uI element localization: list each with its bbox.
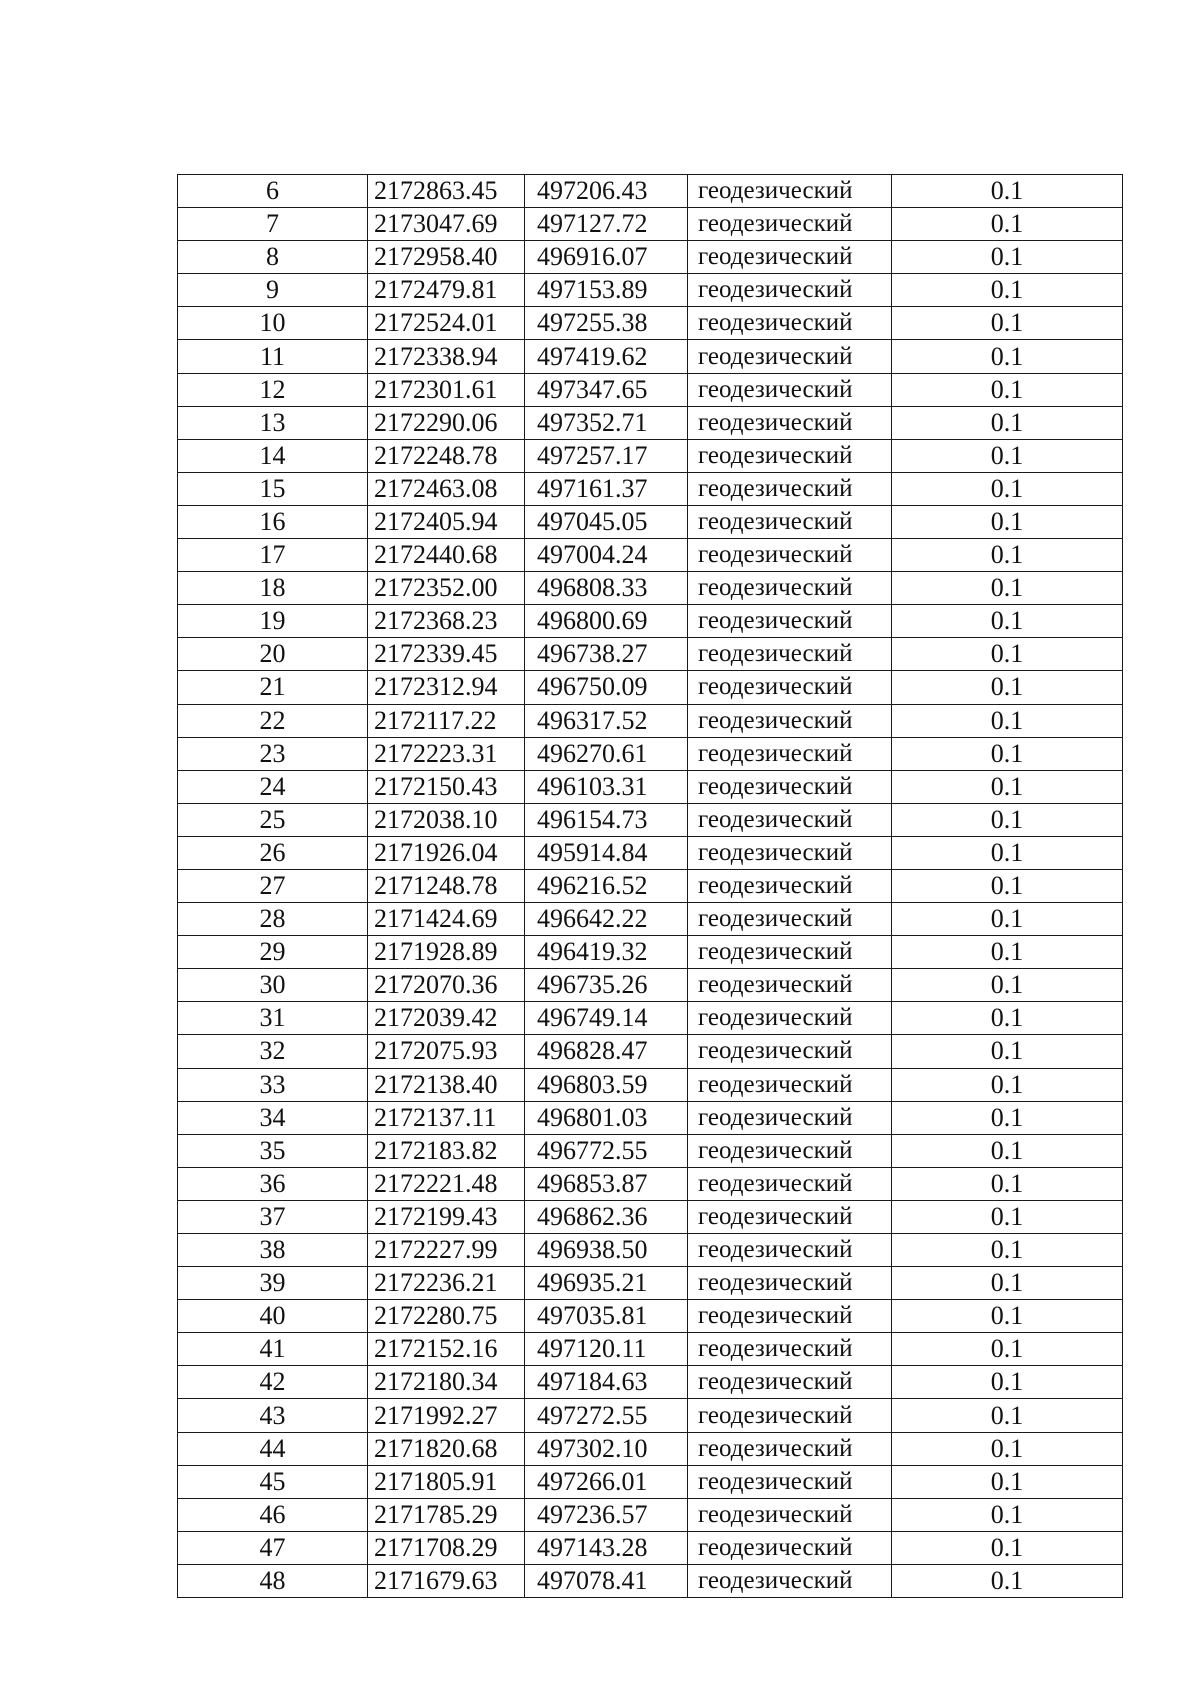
method-cell: геодезический bbox=[688, 638, 892, 671]
y-coordinate-cell: 497153.89 bbox=[525, 274, 688, 307]
point-number-cell: 30 bbox=[178, 969, 368, 1002]
accuracy-cell: 0.1 bbox=[892, 1300, 1123, 1333]
table-row bbox=[178, 803, 1123, 836]
y-coordinate-cell: 497266.01 bbox=[525, 1465, 688, 1498]
accuracy-cell: 0.1 bbox=[892, 1002, 1123, 1035]
accuracy-cell: 0.1 bbox=[892, 869, 1123, 902]
method-cell: геодезический bbox=[688, 1399, 892, 1432]
method-cell: геодезический bbox=[688, 1267, 892, 1300]
x-coordinate-cell: 2172138.40 bbox=[368, 1068, 525, 1101]
method-cell: геодезический bbox=[688, 1002, 892, 1035]
x-coordinate-cell: 2172199.43 bbox=[368, 1200, 525, 1233]
table-row bbox=[178, 770, 1123, 803]
method-cell: геодезический bbox=[688, 175, 892, 208]
table-row bbox=[178, 307, 1123, 340]
x-coordinate-cell: 2172117.22 bbox=[368, 704, 525, 737]
table-row bbox=[178, 1465, 1123, 1498]
point-number-cell: 40 bbox=[178, 1300, 368, 1333]
y-coordinate-cell: 496270.61 bbox=[525, 737, 688, 770]
accuracy-cell: 0.1 bbox=[892, 737, 1123, 770]
point-number-cell: 26 bbox=[178, 836, 368, 869]
method-cell: геодезический bbox=[688, 869, 892, 902]
method-cell: геодезический bbox=[688, 572, 892, 605]
point-number-cell: 41 bbox=[178, 1333, 368, 1366]
point-number-cell: 44 bbox=[178, 1432, 368, 1465]
x-coordinate-cell: 2172152.16 bbox=[368, 1333, 525, 1366]
accuracy-cell: 0.1 bbox=[892, 241, 1123, 274]
table-row bbox=[178, 936, 1123, 969]
accuracy-cell: 0.1 bbox=[892, 505, 1123, 538]
method-cell: геодезический bbox=[688, 1234, 892, 1267]
table-row bbox=[178, 274, 1123, 307]
y-coordinate-cell: 497184.63 bbox=[525, 1366, 688, 1399]
y-coordinate-cell: 497272.55 bbox=[525, 1399, 688, 1432]
x-coordinate-cell: 2172137.11 bbox=[368, 1101, 525, 1134]
y-coordinate-cell: 497347.65 bbox=[525, 373, 688, 406]
table-row bbox=[178, 472, 1123, 505]
x-coordinate-cell: 2172479.81 bbox=[368, 274, 525, 307]
accuracy-cell: 0.1 bbox=[892, 671, 1123, 704]
y-coordinate-cell: 497206.43 bbox=[525, 175, 688, 208]
table-row bbox=[178, 241, 1123, 274]
y-coordinate-cell: 496801.03 bbox=[525, 1101, 688, 1134]
method-cell: геодезический bbox=[688, 340, 892, 373]
accuracy-cell: 0.1 bbox=[892, 605, 1123, 638]
table-row bbox=[178, 638, 1123, 671]
x-coordinate-cell: 2171992.27 bbox=[368, 1399, 525, 1432]
point-number-cell: 39 bbox=[178, 1267, 368, 1300]
accuracy-cell: 0.1 bbox=[892, 1531, 1123, 1564]
x-coordinate-cell: 2172150.43 bbox=[368, 770, 525, 803]
x-coordinate-cell: 2171785.29 bbox=[368, 1498, 525, 1531]
table-row bbox=[178, 1035, 1123, 1068]
accuracy-cell: 0.1 bbox=[892, 903, 1123, 936]
point-number-cell: 42 bbox=[178, 1366, 368, 1399]
table-row bbox=[178, 1167, 1123, 1200]
method-cell: геодезический bbox=[688, 737, 892, 770]
method-cell: геодезический bbox=[688, 1366, 892, 1399]
y-coordinate-cell: 497257.17 bbox=[525, 439, 688, 472]
x-coordinate-cell: 2172958.40 bbox=[368, 241, 525, 274]
method-cell: геодезический bbox=[688, 969, 892, 1002]
x-coordinate-cell: 2171926.04 bbox=[368, 836, 525, 869]
table-row bbox=[178, 175, 1123, 208]
method-cell: геодезический bbox=[688, 1200, 892, 1233]
x-coordinate-cell: 2172070.36 bbox=[368, 969, 525, 1002]
point-number-cell: 8 bbox=[178, 241, 368, 274]
method-cell: геодезический bbox=[688, 439, 892, 472]
method-cell: геодезический bbox=[688, 936, 892, 969]
x-coordinate-cell: 2172338.94 bbox=[368, 340, 525, 373]
accuracy-cell: 0.1 bbox=[892, 439, 1123, 472]
x-coordinate-cell: 2172440.68 bbox=[368, 539, 525, 572]
x-coordinate-cell: 2172312.94 bbox=[368, 671, 525, 704]
point-number-cell: 22 bbox=[178, 704, 368, 737]
x-coordinate-cell: 2172180.34 bbox=[368, 1366, 525, 1399]
table-row bbox=[178, 969, 1123, 1002]
table-row bbox=[178, 1366, 1123, 1399]
point-number-cell: 16 bbox=[178, 505, 368, 538]
table-row bbox=[178, 1002, 1123, 1035]
accuracy-cell: 0.1 bbox=[892, 1068, 1123, 1101]
point-number-cell: 45 bbox=[178, 1465, 368, 1498]
x-coordinate-cell: 2171248.78 bbox=[368, 869, 525, 902]
accuracy-cell: 0.1 bbox=[892, 373, 1123, 406]
y-coordinate-cell: 496103.31 bbox=[525, 770, 688, 803]
x-coordinate-cell: 2172405.94 bbox=[368, 505, 525, 538]
table-row bbox=[178, 340, 1123, 373]
point-number-cell: 23 bbox=[178, 737, 368, 770]
point-number-cell: 20 bbox=[178, 638, 368, 671]
accuracy-cell: 0.1 bbox=[892, 572, 1123, 605]
x-coordinate-cell: 2171424.69 bbox=[368, 903, 525, 936]
x-coordinate-cell: 2172280.75 bbox=[368, 1300, 525, 1333]
point-number-cell: 10 bbox=[178, 307, 368, 340]
y-coordinate-cell: 496154.73 bbox=[525, 803, 688, 836]
method-cell: геодезический bbox=[688, 1564, 892, 1597]
point-number-cell: 12 bbox=[178, 373, 368, 406]
x-coordinate-cell: 2172038.10 bbox=[368, 803, 525, 836]
method-cell: геодезический bbox=[688, 241, 892, 274]
point-number-cell: 37 bbox=[178, 1200, 368, 1233]
accuracy-cell: 0.1 bbox=[892, 539, 1123, 572]
table-row bbox=[178, 1432, 1123, 1465]
point-number-cell: 21 bbox=[178, 671, 368, 704]
point-number-cell: 35 bbox=[178, 1134, 368, 1167]
table-row bbox=[178, 737, 1123, 770]
table-row bbox=[178, 1134, 1123, 1167]
x-coordinate-cell: 2172339.45 bbox=[368, 638, 525, 671]
y-coordinate-cell: 497004.24 bbox=[525, 539, 688, 572]
table-row bbox=[178, 572, 1123, 605]
point-number-cell: 15 bbox=[178, 472, 368, 505]
y-coordinate-cell: 496735.26 bbox=[525, 969, 688, 1002]
method-cell: геодезический bbox=[688, 307, 892, 340]
table-row bbox=[178, 1267, 1123, 1300]
x-coordinate-cell: 2172227.99 bbox=[368, 1234, 525, 1267]
x-coordinate-cell: 2172863.45 bbox=[368, 175, 525, 208]
point-number-cell: 17 bbox=[178, 539, 368, 572]
x-coordinate-cell: 2171805.91 bbox=[368, 1465, 525, 1498]
accuracy-cell: 0.1 bbox=[892, 1333, 1123, 1366]
accuracy-cell: 0.1 bbox=[892, 1167, 1123, 1200]
point-number-cell: 48 bbox=[178, 1564, 368, 1597]
coordinates-table-body bbox=[178, 175, 1123, 1598]
table-row bbox=[178, 1101, 1123, 1134]
y-coordinate-cell: 496216.52 bbox=[525, 869, 688, 902]
method-cell: геодезический bbox=[688, 1035, 892, 1068]
method-cell: геодезический bbox=[688, 770, 892, 803]
accuracy-cell: 0.1 bbox=[892, 969, 1123, 1002]
accuracy-cell: 0.1 bbox=[892, 208, 1123, 241]
x-coordinate-cell: 2171928.89 bbox=[368, 936, 525, 969]
x-coordinate-cell: 2172290.06 bbox=[368, 406, 525, 439]
point-number-cell: 38 bbox=[178, 1234, 368, 1267]
table-row bbox=[178, 1068, 1123, 1101]
method-cell: геодезический bbox=[688, 1300, 892, 1333]
x-coordinate-cell: 2172524.01 bbox=[368, 307, 525, 340]
y-coordinate-cell: 496749.14 bbox=[525, 1002, 688, 1035]
y-coordinate-cell: 496642.22 bbox=[525, 903, 688, 936]
y-coordinate-cell: 496803.59 bbox=[525, 1068, 688, 1101]
x-coordinate-cell: 2172352.00 bbox=[368, 572, 525, 605]
y-coordinate-cell: 497120.11 bbox=[525, 1333, 688, 1366]
x-coordinate-cell: 2172463.08 bbox=[368, 472, 525, 505]
x-coordinate-cell: 2172183.82 bbox=[368, 1134, 525, 1167]
accuracy-cell: 0.1 bbox=[892, 770, 1123, 803]
point-number-cell: 14 bbox=[178, 439, 368, 472]
x-coordinate-cell: 2172236.21 bbox=[368, 1267, 525, 1300]
x-coordinate-cell: 2172221.48 bbox=[368, 1167, 525, 1200]
accuracy-cell: 0.1 bbox=[892, 803, 1123, 836]
y-coordinate-cell: 497352.71 bbox=[525, 406, 688, 439]
y-coordinate-cell: 497161.37 bbox=[525, 472, 688, 505]
accuracy-cell: 0.1 bbox=[892, 638, 1123, 671]
table-row bbox=[178, 208, 1123, 241]
accuracy-cell: 0.1 bbox=[892, 1035, 1123, 1068]
y-coordinate-cell: 497255.38 bbox=[525, 307, 688, 340]
table-row bbox=[178, 373, 1123, 406]
point-number-cell: 32 bbox=[178, 1035, 368, 1068]
point-number-cell: 9 bbox=[178, 274, 368, 307]
method-cell: геодезический bbox=[688, 903, 892, 936]
method-cell: геодезический bbox=[688, 1465, 892, 1498]
table-row bbox=[178, 1200, 1123, 1233]
table-row bbox=[178, 439, 1123, 472]
point-number-cell: 46 bbox=[178, 1498, 368, 1531]
method-cell: геодезический bbox=[688, 803, 892, 836]
method-cell: геодезический bbox=[688, 472, 892, 505]
point-number-cell: 27 bbox=[178, 869, 368, 902]
x-coordinate-cell: 2172248.78 bbox=[368, 439, 525, 472]
point-number-cell: 33 bbox=[178, 1068, 368, 1101]
table-row bbox=[178, 903, 1123, 936]
y-coordinate-cell: 496772.55 bbox=[525, 1134, 688, 1167]
accuracy-cell: 0.1 bbox=[892, 307, 1123, 340]
method-cell: геодезический bbox=[688, 373, 892, 406]
point-number-cell: 34 bbox=[178, 1101, 368, 1134]
y-coordinate-cell: 497302.10 bbox=[525, 1432, 688, 1465]
accuracy-cell: 0.1 bbox=[892, 1498, 1123, 1531]
point-number-cell: 18 bbox=[178, 572, 368, 605]
x-coordinate-cell: 2172368.23 bbox=[368, 605, 525, 638]
method-cell: геодезический bbox=[688, 1531, 892, 1564]
accuracy-cell: 0.1 bbox=[892, 406, 1123, 439]
method-cell: геодезический bbox=[688, 1333, 892, 1366]
point-number-cell: 43 bbox=[178, 1399, 368, 1432]
y-coordinate-cell: 496750.09 bbox=[525, 671, 688, 704]
accuracy-cell: 0.1 bbox=[892, 175, 1123, 208]
point-number-cell: 36 bbox=[178, 1167, 368, 1200]
point-number-cell: 13 bbox=[178, 406, 368, 439]
y-coordinate-cell: 497143.28 bbox=[525, 1531, 688, 1564]
accuracy-cell: 0.1 bbox=[892, 1267, 1123, 1300]
point-number-cell: 29 bbox=[178, 936, 368, 969]
table-row bbox=[178, 671, 1123, 704]
point-number-cell: 24 bbox=[178, 770, 368, 803]
y-coordinate-cell: 496938.50 bbox=[525, 1234, 688, 1267]
y-coordinate-cell: 496853.87 bbox=[525, 1167, 688, 1200]
method-cell: геодезический bbox=[688, 1068, 892, 1101]
table-row bbox=[178, 869, 1123, 902]
method-cell: геодезический bbox=[688, 1167, 892, 1200]
point-number-cell: 25 bbox=[178, 803, 368, 836]
y-coordinate-cell: 496808.33 bbox=[525, 572, 688, 605]
y-coordinate-cell: 495914.84 bbox=[525, 836, 688, 869]
accuracy-cell: 0.1 bbox=[892, 704, 1123, 737]
accuracy-cell: 0.1 bbox=[892, 1134, 1123, 1167]
x-coordinate-cell: 2171820.68 bbox=[368, 1432, 525, 1465]
accuracy-cell: 0.1 bbox=[892, 1399, 1123, 1432]
table-row bbox=[178, 406, 1123, 439]
accuracy-cell: 0.1 bbox=[892, 1366, 1123, 1399]
y-coordinate-cell: 497419.62 bbox=[525, 340, 688, 373]
accuracy-cell: 0.1 bbox=[892, 340, 1123, 373]
table-row bbox=[178, 539, 1123, 572]
method-cell: геодезический bbox=[688, 1498, 892, 1531]
x-coordinate-cell: 2172223.31 bbox=[368, 737, 525, 770]
point-number-cell: 47 bbox=[178, 1531, 368, 1564]
x-coordinate-cell: 2171679.63 bbox=[368, 1564, 525, 1597]
table-row bbox=[178, 1333, 1123, 1366]
x-coordinate-cell: 2171708.29 bbox=[368, 1531, 525, 1564]
y-coordinate-cell: 497127.72 bbox=[525, 208, 688, 241]
method-cell: геодезический bbox=[688, 605, 892, 638]
accuracy-cell: 0.1 bbox=[892, 936, 1123, 969]
method-cell: геодезический bbox=[688, 208, 892, 241]
y-coordinate-cell: 497035.81 bbox=[525, 1300, 688, 1333]
coordinates-table bbox=[177, 174, 1123, 1598]
y-coordinate-cell: 496862.36 bbox=[525, 1200, 688, 1233]
table-row bbox=[178, 605, 1123, 638]
y-coordinate-cell: 496828.47 bbox=[525, 1035, 688, 1068]
accuracy-cell: 0.1 bbox=[892, 1465, 1123, 1498]
table-row bbox=[178, 1399, 1123, 1432]
y-coordinate-cell: 496916.07 bbox=[525, 241, 688, 274]
accuracy-cell: 0.1 bbox=[892, 1200, 1123, 1233]
point-number-cell: 19 bbox=[178, 605, 368, 638]
method-cell: геодезический bbox=[688, 505, 892, 538]
y-coordinate-cell: 496738.27 bbox=[525, 638, 688, 671]
x-coordinate-cell: 2172039.42 bbox=[368, 1002, 525, 1035]
y-coordinate-cell: 496317.52 bbox=[525, 704, 688, 737]
accuracy-cell: 0.1 bbox=[892, 274, 1123, 307]
accuracy-cell: 0.1 bbox=[892, 836, 1123, 869]
method-cell: геодезический bbox=[688, 1432, 892, 1465]
method-cell: геодезический bbox=[688, 671, 892, 704]
y-coordinate-cell: 496419.32 bbox=[525, 936, 688, 969]
method-cell: геодезический bbox=[688, 406, 892, 439]
table-row bbox=[178, 505, 1123, 538]
table-row bbox=[178, 1531, 1123, 1564]
accuracy-cell: 0.1 bbox=[892, 1234, 1123, 1267]
table-row bbox=[178, 1564, 1123, 1597]
table-row bbox=[178, 836, 1123, 869]
table-row bbox=[178, 704, 1123, 737]
x-coordinate-cell: 2173047.69 bbox=[368, 208, 525, 241]
y-coordinate-cell: 497236.57 bbox=[525, 1498, 688, 1531]
table-row bbox=[178, 1300, 1123, 1333]
accuracy-cell: 0.1 bbox=[892, 1432, 1123, 1465]
point-number-cell: 6 bbox=[178, 175, 368, 208]
point-number-cell: 31 bbox=[178, 1002, 368, 1035]
x-coordinate-cell: 2172301.61 bbox=[368, 373, 525, 406]
y-coordinate-cell: 497045.05 bbox=[525, 505, 688, 538]
method-cell: геодезический bbox=[688, 1134, 892, 1167]
y-coordinate-cell: 496935.21 bbox=[525, 1267, 688, 1300]
x-coordinate-cell: 2172075.93 bbox=[368, 1035, 525, 1068]
accuracy-cell: 0.1 bbox=[892, 1101, 1123, 1134]
table-row bbox=[178, 1234, 1123, 1267]
point-number-cell: 28 bbox=[178, 903, 368, 936]
method-cell: геодезический bbox=[688, 539, 892, 572]
accuracy-cell: 0.1 bbox=[892, 1564, 1123, 1597]
y-coordinate-cell: 497078.41 bbox=[525, 1564, 688, 1597]
method-cell: геодезический bbox=[688, 274, 892, 307]
table-row bbox=[178, 1498, 1123, 1531]
method-cell: геодезический bbox=[688, 704, 892, 737]
accuracy-cell: 0.1 bbox=[892, 472, 1123, 505]
point-number-cell: 11 bbox=[178, 340, 368, 373]
method-cell: геодезический bbox=[688, 836, 892, 869]
point-number-cell: 7 bbox=[178, 208, 368, 241]
method-cell: геодезический bbox=[688, 1101, 892, 1134]
y-coordinate-cell: 496800.69 bbox=[525, 605, 688, 638]
